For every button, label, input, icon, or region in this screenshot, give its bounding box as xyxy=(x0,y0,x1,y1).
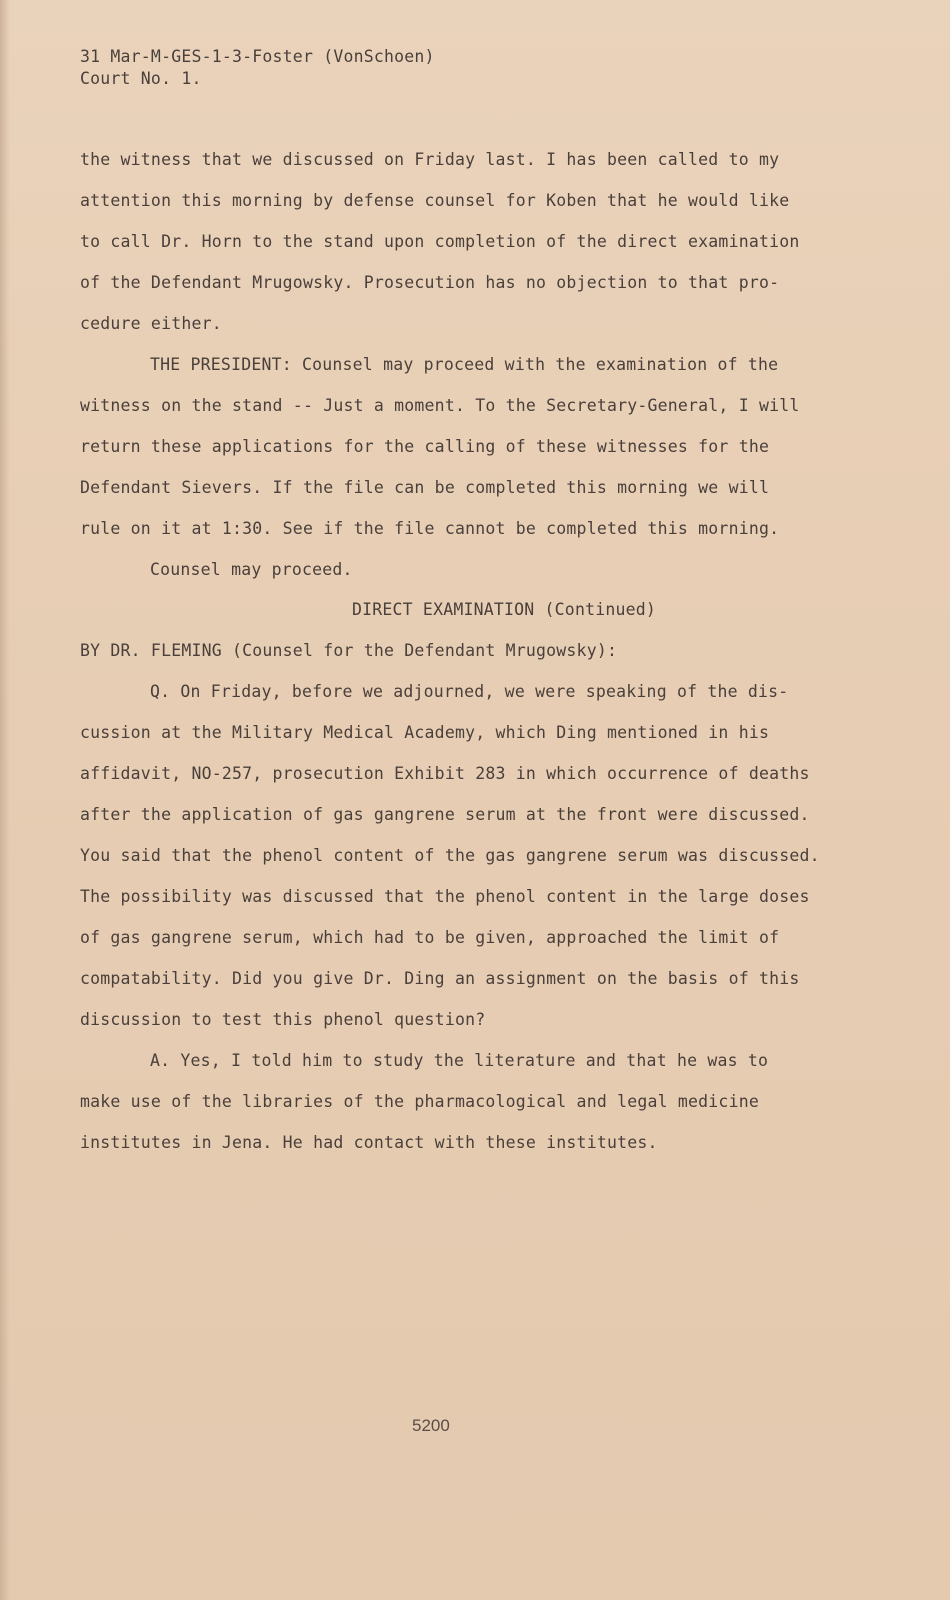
transcript-line: Defendant Sievers. If the file can be completed this morning we will xyxy=(80,478,770,497)
transcript-line: rule on it at 1:30. See if the file cannot be completed this morning. xyxy=(80,519,780,538)
transcript-line: discussion to test this phenol question? xyxy=(80,1010,486,1029)
document-header xyxy=(80,46,435,90)
question-line: Q. On Friday, before we adjourned, we were speaking of the dis- xyxy=(150,682,789,701)
speaker-line-president: THE PRESIDENT: Counsel may proceed with the examination of the xyxy=(150,355,779,374)
transcript-line: You said that the phenol content of the gas gangrene serum was discussed. xyxy=(80,846,820,865)
transcript-line: institutes in Jena. He had contact with these institutes. xyxy=(80,1133,658,1152)
transcript-line: affidavit, NO-257, prosecution Exhibit 283 in which occurrence of deaths xyxy=(80,764,810,783)
transcript-line: to call Dr. Horn to the stand upon completion of the direct examination xyxy=(80,232,800,251)
header-line-1: 31 Mar-M-GES-1-3-Foster (VonSchoen) xyxy=(80,47,435,66)
answer-line: A. Yes, I told him to study the literature and that he was to xyxy=(150,1051,769,1070)
transcript-line: after the application of gas gangrene serum at the front were discussed. xyxy=(80,805,810,824)
page-edge-shadow xyxy=(0,0,10,1600)
transcript-line: compatability. Did you give Dr. Ding an assignment on the basis of this xyxy=(80,969,800,988)
transcript-line: Counsel may proceed. xyxy=(150,560,353,579)
transcript-line: the witness that we discussed on Friday last. I has been called to my xyxy=(80,150,780,169)
section-heading: DIRECT EXAMINATION (Continued) xyxy=(352,600,657,619)
examiner-line: BY DR. FLEMING (Counsel for the Defendant Mrugowsky): xyxy=(80,641,618,660)
transcript-line: of the Defendant Mrugowsky. Prosecution has no objection to that pro- xyxy=(80,273,780,292)
page-number: 5200 xyxy=(412,1416,450,1435)
transcript-line: return these applications for the calling of these witnesses for the xyxy=(80,437,770,456)
transcript-line: make use of the libraries of the pharmacological and legal medicine xyxy=(80,1092,759,1111)
transcript-line: The possibility was discussed that the phenol content in the large doses xyxy=(80,887,810,906)
transcript-line: attention this morning by defense counsel for Koben that he would like xyxy=(80,191,790,210)
transcript-line: cussion at the Military Medical Academy, which Ding mentioned in his xyxy=(80,723,770,742)
header-line-2: Court No. 1. xyxy=(80,69,202,88)
transcript-line: cedure either. xyxy=(80,314,222,333)
transcript-line: witness on the stand -- Just a moment. To the Secretary-General, I will xyxy=(80,396,800,415)
transcript-line: of gas gangrene serum, which had to be given, approached the limit of xyxy=(80,928,780,947)
